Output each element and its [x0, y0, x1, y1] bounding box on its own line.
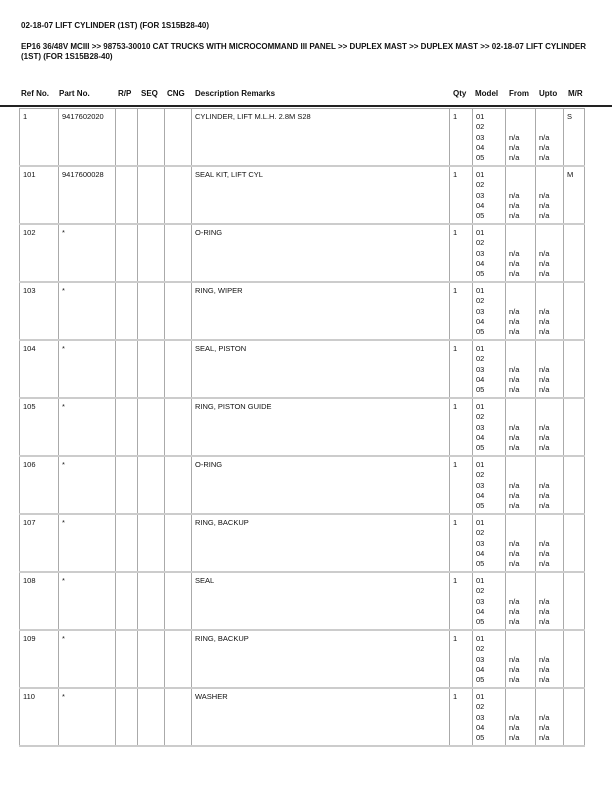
upto-cell: n/a n/a n/a [536, 398, 564, 456]
qty-cell: 1 [450, 688, 473, 746]
upto-cell: n/a n/a n/a [536, 109, 564, 167]
rp-cell [116, 398, 138, 456]
model-cell: 01 02 03 04 05 [473, 224, 506, 282]
seq-cell [138, 514, 165, 572]
seq-cell [138, 572, 165, 630]
ref-cell: 104 [20, 340, 59, 398]
cng-cell [165, 456, 192, 514]
model-cell: 01 02 03 04 05 [473, 166, 506, 224]
page-title: 02-18-07 LIFT CYLINDER (1ST) (FOR 1S15B28-40) [21, 21, 210, 30]
model-cell: 01 02 03 04 05 [473, 688, 506, 746]
upto-cell: n/a n/a n/a [536, 514, 564, 572]
part-no-cell: * [59, 456, 116, 514]
from-cell: n/a n/a n/a [506, 282, 536, 340]
part-no-cell: 9417600028 [59, 166, 116, 224]
from-cell: n/a n/a n/a [506, 688, 536, 746]
description-cell: RING, WIPER [192, 282, 450, 340]
ref-cell: 105 [20, 398, 59, 456]
from-cell: n/a n/a n/a [506, 166, 536, 224]
description-cell: RING, PISTON GUIDE [192, 398, 450, 456]
mr-cell [564, 340, 585, 398]
qty-cell: 1 [450, 514, 473, 572]
rp-cell [116, 109, 138, 167]
col-upto: Upto [539, 89, 558, 98]
cng-cell [165, 340, 192, 398]
rp-cell [116, 166, 138, 224]
description-cell: SEAL KIT, LIFT CYL [192, 166, 450, 224]
qty-cell: 1 [450, 282, 473, 340]
model-cell: 01 02 03 04 05 [473, 340, 506, 398]
rp-cell [116, 630, 138, 688]
table-row [20, 398, 585, 456]
cng-cell [165, 572, 192, 630]
mr-cell [564, 456, 585, 514]
seq-cell [138, 630, 165, 688]
mr-cell [564, 224, 585, 282]
col-part: Part No. [59, 89, 90, 98]
mr-cell [564, 398, 585, 456]
table-row [20, 456, 585, 514]
table-row [20, 688, 585, 746]
from-cell: n/a n/a n/a [506, 456, 536, 514]
cng-cell [165, 224, 192, 282]
seq-cell [138, 340, 165, 398]
qty-cell: 1 [450, 340, 473, 398]
part-no-cell: 9417602020 [59, 109, 116, 167]
table-row [20, 572, 585, 630]
cng-cell [165, 688, 192, 746]
upto-cell: n/a n/a n/a [536, 688, 564, 746]
seq-cell [138, 398, 165, 456]
qty-cell: 1 [450, 398, 473, 456]
description-cell: SEAL, PISTON [192, 340, 450, 398]
col-mr: M/R [568, 89, 583, 98]
part-no-cell: * [59, 340, 116, 398]
from-cell: n/a n/a n/a [506, 514, 536, 572]
upto-cell: n/a n/a n/a [536, 630, 564, 688]
ref-cell: 110 [20, 688, 59, 746]
model-cell: 01 02 03 04 05 [473, 630, 506, 688]
model-cell: 01 02 03 04 05 [473, 398, 506, 456]
mr-cell [564, 630, 585, 688]
table-row [20, 630, 585, 688]
ref-cell: 102 [20, 224, 59, 282]
table-row [20, 282, 585, 340]
mr-cell [564, 688, 585, 746]
rp-cell [116, 282, 138, 340]
ref-cell: 1 [20, 109, 59, 167]
from-cell: n/a n/a n/a [506, 224, 536, 282]
mr-cell: M [564, 166, 585, 224]
from-cell: n/a n/a n/a [506, 572, 536, 630]
cng-cell [165, 282, 192, 340]
table-header [19, 89, 584, 101]
qty-cell: 1 [450, 630, 473, 688]
description-cell: RING, BACKUP [192, 514, 450, 572]
cng-cell [165, 514, 192, 572]
upto-cell: n/a n/a n/a [536, 166, 564, 224]
mr-cell: S [564, 109, 585, 167]
col-qty: Qty [453, 89, 467, 98]
mr-cell [564, 572, 585, 630]
seq-cell [138, 109, 165, 167]
qty-cell: 1 [450, 224, 473, 282]
ref-cell: 106 [20, 456, 59, 514]
table-row [20, 340, 585, 398]
cng-cell [165, 398, 192, 456]
ref-cell: 103 [20, 282, 59, 340]
ref-cell: 109 [20, 630, 59, 688]
col-from: From [509, 89, 529, 98]
ref-cell: 108 [20, 572, 59, 630]
col-cng: CNG [167, 89, 185, 98]
qty-cell: 1 [450, 572, 473, 630]
col-ref: Ref No. [21, 89, 49, 98]
cng-cell [165, 109, 192, 167]
part-no-cell: * [59, 514, 116, 572]
description-cell: CYLINDER, LIFT M.L.H. 2.8M S28 [192, 109, 450, 167]
description-cell: RING, BACKUP [192, 630, 450, 688]
rp-cell [116, 688, 138, 746]
col-desc: Description Remarks [195, 89, 276, 98]
rp-cell [116, 224, 138, 282]
rp-cell [116, 572, 138, 630]
model-cell: 01 02 03 04 05 [473, 572, 506, 630]
table-row [20, 514, 585, 572]
model-cell: 01 02 03 04 05 [473, 514, 506, 572]
from-cell: n/a n/a n/a [506, 109, 536, 167]
upto-cell: n/a n/a n/a [536, 456, 564, 514]
part-no-cell: * [59, 224, 116, 282]
seq-cell [138, 166, 165, 224]
part-no-cell: * [59, 398, 116, 456]
part-no-cell: * [59, 630, 116, 688]
mr-cell [564, 282, 585, 340]
rp-cell [116, 514, 138, 572]
ref-cell: 107 [20, 514, 59, 572]
col-rp: R/P [118, 89, 132, 98]
seq-cell [138, 224, 165, 282]
seq-cell [138, 456, 165, 514]
description-cell: O-RING [192, 456, 450, 514]
from-cell: n/a n/a n/a [506, 398, 536, 456]
table-row [20, 109, 585, 167]
seq-cell [138, 688, 165, 746]
col-model: Model [475, 89, 499, 98]
mr-cell [564, 514, 585, 572]
rp-cell [116, 456, 138, 514]
from-cell: n/a n/a n/a [506, 630, 536, 688]
cng-cell [165, 630, 192, 688]
qty-cell: 1 [450, 456, 473, 514]
description-cell: WASHER [192, 688, 450, 746]
description-cell: SEAL [192, 572, 450, 630]
seq-cell [138, 282, 165, 340]
model-cell: 01 02 03 04 05 [473, 282, 506, 340]
upto-cell: n/a n/a n/a [536, 572, 564, 630]
rp-cell [116, 340, 138, 398]
breadcrumb: EP16 36/48V MCIII >> 98753-30010 CAT TRUCKS WITH MICROCOMMAND III PANEL >> DUPLEX MAST >> DUPLEX MAST >> 02-18-07 LIFT CYLINDER (1ST) (FOR 1S15B28-40) [21, 42, 587, 61]
ref-cell: 101 [20, 166, 59, 224]
table-row [20, 166, 585, 224]
table-row [20, 224, 585, 282]
from-cell: n/a n/a n/a [506, 340, 536, 398]
parts-table [19, 108, 585, 747]
qty-cell: 1 [450, 166, 473, 224]
upto-cell: n/a n/a n/a [536, 224, 564, 282]
upto-cell: n/a n/a n/a [536, 340, 564, 398]
part-no-cell: * [59, 282, 116, 340]
col-seq: SEQ [141, 89, 158, 98]
model-cell: 01 02 03 04 05 [473, 109, 506, 167]
cng-cell [165, 166, 192, 224]
qty-cell: 1 [450, 109, 473, 167]
model-cell: 01 02 03 04 05 [473, 456, 506, 514]
header-rule [0, 105, 612, 107]
part-no-cell: * [59, 572, 116, 630]
part-no-cell: * [59, 688, 116, 746]
description-cell: O-RING [192, 224, 450, 282]
upto-cell: n/a n/a n/a [536, 282, 564, 340]
